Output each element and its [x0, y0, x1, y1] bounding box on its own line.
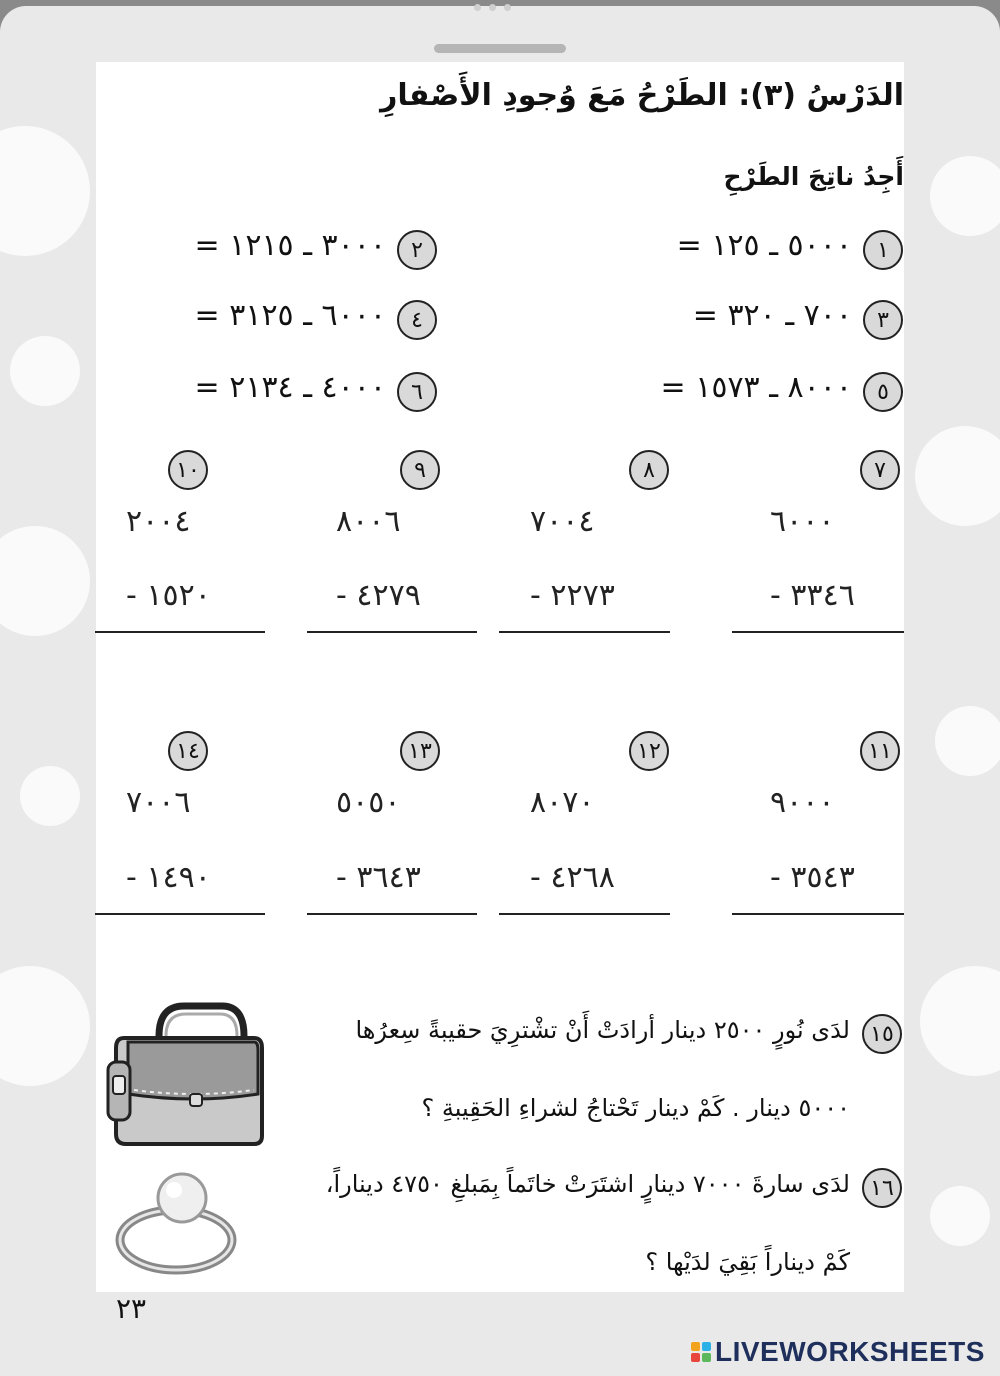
problem-1-expression: ٥٠٠٠ ـ ١٢٥ =	[676, 228, 852, 263]
problem-13-top: ٥٠٥٠	[336, 785, 401, 820]
problem-13-bottom: ٣٦٤٣ -	[336, 860, 421, 895]
answer-line-10	[95, 631, 265, 633]
problem-number-11: ١١	[860, 731, 900, 771]
problem-14-bottom: ١٤٩٠ -	[126, 860, 211, 895]
problem-number-12: ١٢	[629, 731, 669, 771]
problem-16-line-2: كَمْ ديناراً بَقِيَ لدَيْها ؟	[645, 1248, 850, 1276]
problem-number-6: ٦	[397, 372, 437, 412]
problem-number-5: ٥	[863, 372, 903, 412]
problem-number-13: ١٣	[400, 731, 440, 771]
problem-12-top: ٨٠٧٠	[530, 785, 595, 820]
brand-logo	[690, 1336, 985, 1368]
problem-16-line-1: لدَى سارةَ ٧٠٠٠ دينارٍ اشتَرَتْ خاتَماً بِمَبلغِ ٤٧٥٠ ديناراً،	[325, 1170, 850, 1198]
problem-12-bottom: ٤٢٦٨ -	[530, 860, 615, 895]
problem-number-8: ٨	[629, 450, 669, 490]
brand-name: LIVEWORKSHEETS	[715, 1336, 985, 1367]
problem-5-expression: ٨٠٠٠ ـ ١٥٧٣ =	[660, 370, 852, 405]
problem-7-bottom: ٣٣٤٦ -	[770, 578, 855, 613]
answer-line-7	[732, 631, 904, 633]
problem-2-expression: ٣٠٠٠ ـ ١٢١٥ =	[194, 228, 386, 263]
lesson-title: الدَرْسُ (٣): الطَرْحُ مَعَ وُجودِ الأَصْفارِ	[380, 78, 904, 113]
drag-handle[interactable]	[434, 44, 566, 53]
problem-14-top: ٧٠٠٦	[126, 785, 191, 820]
problem-4-expression: ٦٠٠٠ ـ ٣١٢٥ =	[194, 298, 386, 333]
problem-number-3: ٣	[863, 300, 903, 340]
problem-number-4: ٤	[397, 300, 437, 340]
window-dots	[470, 0, 530, 4]
problem-number-7: ٧	[860, 450, 900, 490]
answer-line-14	[95, 913, 265, 915]
problem-number-14: ١٤	[168, 731, 208, 771]
problem-number-15: ١٥	[862, 1014, 902, 1054]
page-number: ٢٣	[116, 1292, 147, 1325]
answer-line-11	[732, 913, 904, 915]
problem-10-bottom: ١٥٢٠ -	[126, 578, 211, 613]
problem-number-2: ٢	[397, 230, 437, 270]
problem-11-top: ٩٠٠٠	[770, 785, 835, 820]
problem-9-top: ٨٠٠٦	[336, 504, 401, 539]
problem-15-line-1: لدَى نُورٍ ٢٥٠٠ دينار أرادَتْ أَنْ تشْترِيَ حقيبةً سِعرُها	[355, 1016, 850, 1044]
ring-icon	[112, 1168, 242, 1280]
problem-number-9: ٩	[400, 450, 440, 490]
problem-number-1: ١	[863, 230, 903, 270]
problem-8-top: ٧٠٠٤	[530, 504, 595, 539]
problem-6-expression: ٤٠٠٠ ـ ٢١٣٤ =	[194, 370, 386, 405]
problem-number-10: ١٠	[168, 450, 208, 490]
brand-mark-icon	[690, 1341, 712, 1363]
bag-icon	[104, 998, 266, 1148]
problem-11-bottom: ٣٥٤٣ -	[770, 860, 855, 895]
answer-line-8	[499, 631, 670, 633]
instruction: أَجِدُ ناتِجَ الطَرْحِ	[723, 162, 904, 191]
problem-number-16: ١٦	[862, 1168, 902, 1208]
problem-9-bottom: ٤٢٧٩ -	[336, 578, 421, 613]
problem-7-top: ٦٠٠٠	[770, 504, 835, 539]
problem-10-top: ٢٠٠٤	[126, 504, 191, 539]
problem-15-line-2: ٥٠٠٠ دينار . كَمْ دينار تَحْتاجُ لشراءِ الحَقِيبةِ ؟	[421, 1094, 850, 1122]
answer-line-12	[499, 913, 670, 915]
answer-line-13	[307, 913, 477, 915]
answer-line-9	[307, 631, 477, 633]
problem-8-bottom: ٢٢٧٣ -	[530, 578, 615, 613]
problem-3-expression: ٧٠٠ ـ ٣٢٠ =	[692, 298, 852, 333]
